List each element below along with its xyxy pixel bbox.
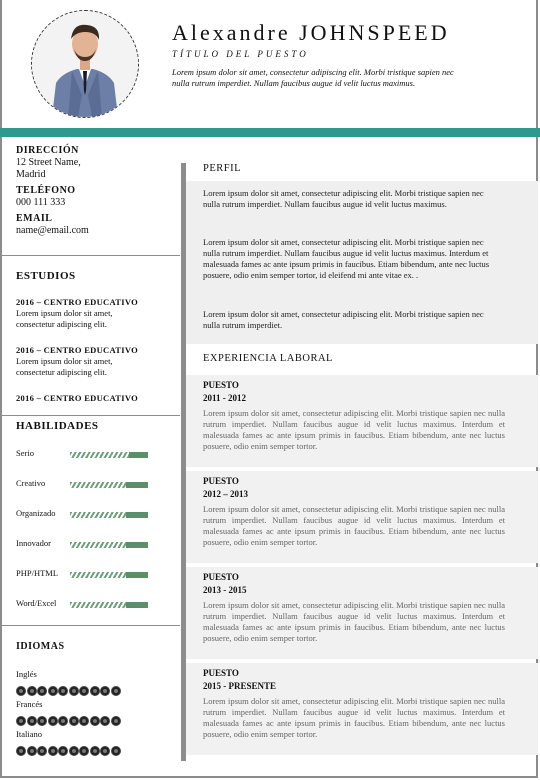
level-dot: [48, 716, 58, 726]
job-dates: 2013 - 2015: [203, 585, 247, 595]
level-dot: [100, 716, 110, 726]
skill-level-bar: [70, 512, 148, 518]
skill-row: [16, 508, 176, 522]
phone-value: 000 111 333: [16, 197, 66, 208]
address-line: 12 Street Name,: [16, 157, 81, 168]
education-heading: 2016 – CENTRO EDUCATIVO: [16, 393, 139, 403]
skill-name: Word/Excel: [16, 598, 57, 608]
level-dot: [111, 746, 121, 756]
education-title: ESTUDIOS: [16, 270, 76, 282]
job-description: Lorem ipsum dolor sit amet, consectetur adipiscing elit. Morbi tristique sapien nec nulla rutrum imperdiet. Nullam faucibus augue id velit luctus maximus. Interdum et malesuada fames ac ante ipsum primis in faucibus. Etiam bibendum, ante nec luctus posuere, odio enim semper tortor.: [203, 600, 505, 643]
address-city: Madrid: [16, 169, 46, 180]
level-dot: [69, 746, 79, 756]
language-level-dots: [16, 713, 121, 723]
person-portrait-icon: [32, 11, 138, 117]
skills-title: HABILIDADES: [16, 420, 99, 432]
job-entry: [186, 567, 538, 659]
level-dot: [37, 746, 47, 756]
education-item: [16, 345, 176, 378]
skill-name: Serio: [16, 448, 34, 458]
level-dot: [90, 746, 100, 756]
job-dates: 2011 - 2012: [203, 393, 247, 403]
divider: [0, 255, 180, 256]
skill-row: [16, 538, 176, 552]
job-entry: [186, 663, 538, 755]
email-value: name@email.com: [16, 225, 89, 236]
skill-row: [16, 448, 176, 462]
language-name: Francés: [16, 699, 43, 709]
job-entry: [186, 375, 538, 467]
job-position: PUESTO: [203, 476, 239, 486]
accent-band: [0, 128, 540, 137]
profile-paragraph: Lorem ipsum dolor sit amet, consectetur adipiscing elit. Morbi tristique sapien nec nulla rutrum imperdiet.: [203, 309, 484, 330]
skill-name: Creativo: [16, 478, 46, 488]
skill-row: [16, 568, 176, 582]
level-dot: [79, 716, 89, 726]
job-description: Lorem ipsum dolor sit amet, consectetur adipiscing elit. Morbi tristique sapien nec nulla rutrum imperdiet. Nullam faucibus augue id velit luctus maximus. Interdum et malesuada fames ac ante ipsum primis in faucibus. Etiam bibendum, ante nec luctus posuere, odio enim semper tortor.: [203, 504, 505, 547]
level-dot: [58, 686, 68, 696]
job-dates: 2015 - PRESENTE: [203, 681, 277, 691]
skill-level-bar: [70, 602, 148, 608]
profile-box: [186, 181, 538, 344]
divider: [0, 415, 180, 416]
language-name: Inglés: [16, 669, 37, 679]
level-dot: [27, 686, 37, 696]
job-description: Lorem ipsum dolor sit amet, consectetur adipiscing elit. Morbi tristique sapien nec nulla rutrum imperdiet. Nullam faucibus augue id velit luctus maximus. Interdum et malesuada fames ac ante ipsum primis in faucibus. Etiam bibendum, ante nec luctus posuere, odio enim semper tortor.: [203, 408, 505, 451]
level-dot: [27, 746, 37, 756]
level-dot: [90, 686, 100, 696]
level-dot: [79, 686, 89, 696]
level-dot: [69, 716, 79, 726]
education-item: [16, 297, 176, 330]
language-level-dots: [16, 743, 121, 753]
education-item: [16, 393, 176, 404]
level-dot: [16, 716, 26, 726]
education-text: Lorem ipsum dolor sit amet,: [16, 356, 113, 366]
email-label: EMAIL: [16, 213, 53, 224]
profile-photo: [31, 10, 139, 118]
level-dot: [69, 686, 79, 696]
level-dot: [111, 686, 121, 696]
skill-name: Organizado: [16, 508, 56, 518]
education-heading: 2016 – CENTRO EDUCATIVO: [16, 345, 139, 355]
job-title: TÍTULO DEL PUESTO: [172, 49, 309, 59]
experience-title: EXPERIENCIA LABORAL: [203, 353, 333, 364]
job-description: Lorem ipsum dolor sit amet, consectetur adipiscing elit. Morbi tristique sapien nec nulla rutrum imperdiet. Nullam faucibus augue id velit luctus maximus. Interdum et malesuada fames ac ante ipsum primis in faucibus. Etiam bibendum, ante nec luctus posuere, odio enim semper tortor.: [203, 696, 505, 739]
education-heading: 2016 – CENTRO EDUCATIVO: [16, 297, 139, 307]
education-text: consectetur adipiscing elit.: [16, 319, 107, 329]
language-name: Italiano: [16, 729, 42, 739]
skill-row: [16, 598, 176, 612]
resume-header: [0, 0, 540, 128]
contact-section: [16, 145, 176, 237]
level-dot: [79, 746, 89, 756]
language-level-dots: [16, 683, 121, 693]
phone-label: TELÉFONO: [16, 185, 76, 196]
skill-level-bar: [70, 572, 148, 578]
address-label: DIRECCIÓN: [16, 145, 79, 156]
profile-title: PERFIL: [203, 163, 242, 174]
skill-level-bar: [70, 482, 148, 488]
level-dot: [111, 716, 121, 726]
level-dot: [48, 686, 58, 696]
divider: [0, 625, 180, 626]
education-text: Lorem ipsum dolor sit amet,: [16, 308, 113, 318]
level-dot: [27, 716, 37, 726]
level-dot: [37, 716, 47, 726]
job-position: PUESTO: [203, 668, 239, 678]
job-entry: [186, 471, 538, 563]
profile-paragraph: Lorem ipsum dolor sit amet, consectetur adipiscing elit. Morbi tristique sapien nec nulla rutrum imperdiet. Nullam faucibus augue id velit luctus maximus. Interdum et malesuada fames ac ante ipsum primis in faucibus. Etiam bibendum, ante nec luctus posuere, odio enim semper tortor, id eleifend mi ante vitae ex. .: [203, 237, 490, 280]
level-dot: [16, 746, 26, 756]
education-text: consectetur adipiscing elit.: [16, 367, 107, 377]
skill-level-bar: [70, 452, 148, 458]
header-summary: Lorem ipsum dolor sit amet, consectetur adipiscing elit. Morbi tristique sapien nec nulla rutrum imperdiet. Nullam faucibus augue id velit luctus maximus.: [172, 67, 454, 88]
level-dot: [58, 716, 68, 726]
level-dot: [58, 746, 68, 756]
job-dates: 2012 – 2013: [203, 489, 248, 499]
skill-name: PHP/HTML: [16, 568, 59, 578]
job-position: PUESTO: [203, 572, 239, 582]
level-dot: [37, 686, 47, 696]
level-dot: [48, 746, 58, 756]
level-dot: [90, 716, 100, 726]
languages-title: IDIOMAS: [16, 641, 65, 652]
skill-row: [16, 478, 176, 492]
level-dot: [16, 686, 26, 696]
level-dot: [100, 746, 110, 756]
profile-paragraph: Lorem ipsum dolor sit amet, consectetur adipiscing elit. Morbi tristique sapien nec nulla rutrum imperdiet. Nullam faucibus augue id velit luctus maximus.: [203, 188, 484, 209]
skill-level-bar: [70, 542, 148, 548]
skill-name: Innovador: [16, 538, 51, 548]
level-dot: [100, 686, 110, 696]
job-position: PUESTO: [203, 380, 239, 390]
full-name: Alexandre JOHNSPEED: [172, 20, 450, 45]
